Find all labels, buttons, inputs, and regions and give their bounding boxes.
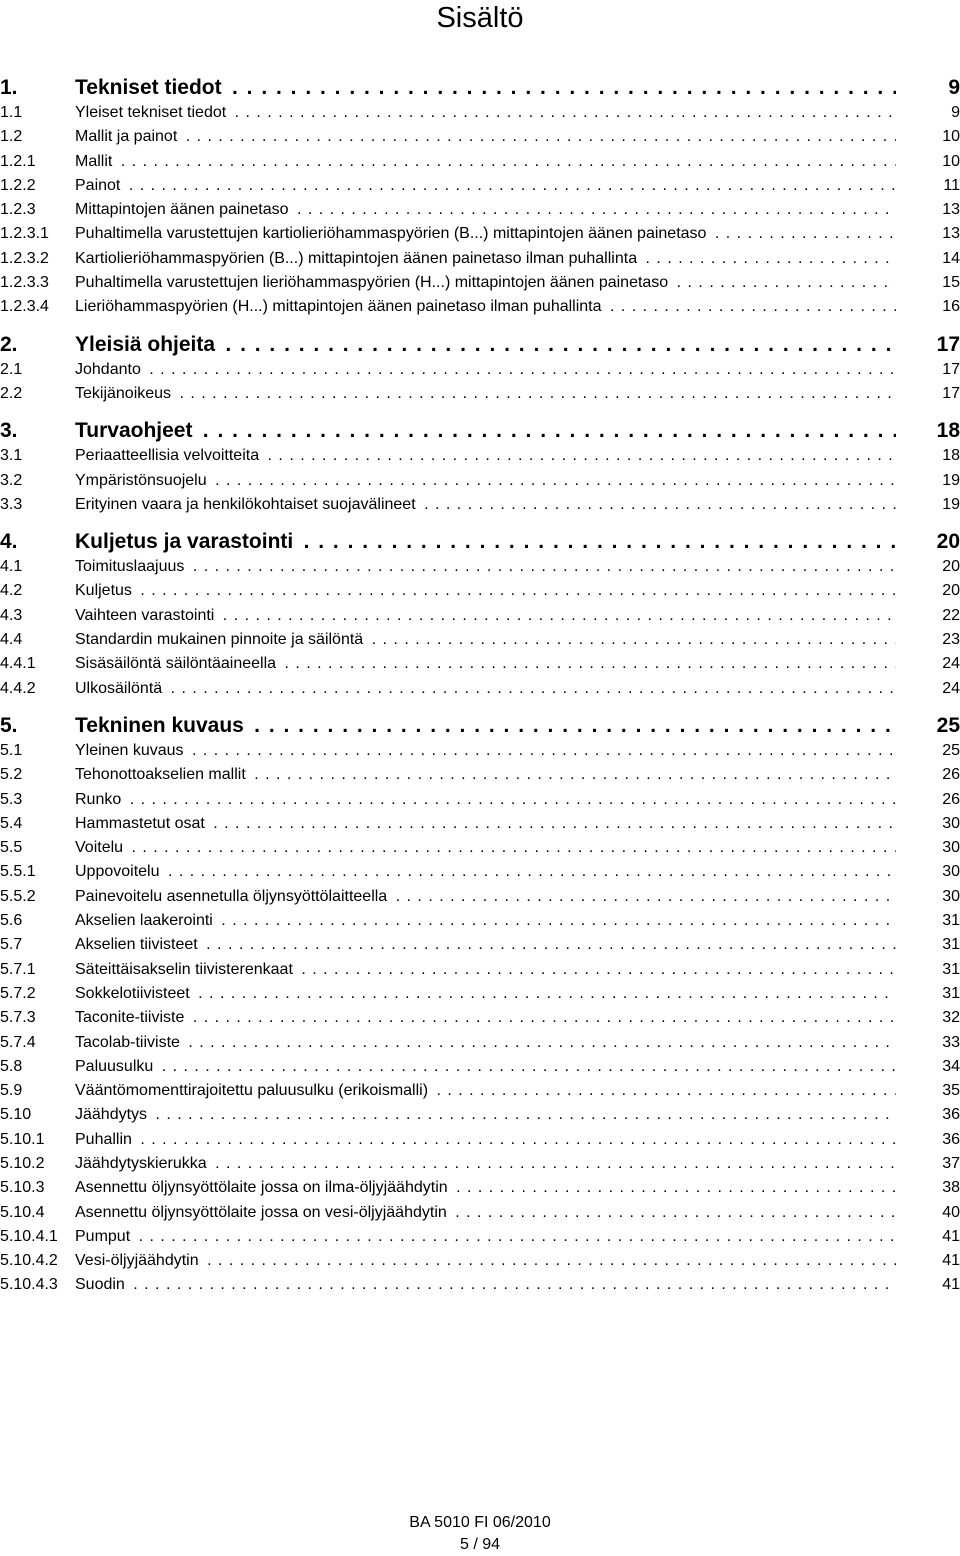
toc-entry-title [75, 982, 896, 1006]
toc-entry-title [75, 1031, 896, 1055]
toc-entry[interactable] [0, 101, 960, 125]
toc-entry-label: Sokkelotiivisteet [75, 985, 193, 1002]
toc-entry-page: 25 [942, 741, 960, 759]
toc-entry-page: 31 [942, 912, 960, 930]
page-title: Sisältö [436, 2, 524, 34]
toc-entry-label: Periaatteellisia velvoitteita [75, 447, 262, 464]
toc-entry-label: Vesi-öljyjäähdytin [75, 1252, 202, 1269]
toc-entry[interactable] [0, 198, 960, 222]
toc-entry[interactable] [0, 763, 960, 787]
toc-entry[interactable] [0, 222, 960, 246]
page-indicator: 5 / 94 [459, 1536, 501, 1553]
toc-entry-page: 20 [942, 558, 960, 576]
toc-entry-number: 1.2.3.4 [0, 298, 49, 316]
toc-entry-number: 5.10.4.2 [0, 1252, 58, 1270]
toc-entry-number: 1.2.3.1 [0, 225, 49, 243]
toc-entry[interactable] [0, 812, 960, 836]
toc-entry-title [75, 885, 896, 909]
toc-entry-number: 1.2.1 [0, 152, 36, 170]
toc-entry-number: 1.2.2 [0, 176, 36, 194]
toc-entry-title [75, 101, 896, 125]
toc-chapter-entry[interactable] [0, 331, 960, 358]
toc-entry-page: 9 [948, 76, 960, 99]
toc-entry-page: 41 [942, 1252, 960, 1270]
toc-entry-title [75, 1128, 896, 1152]
toc-entry-label: Turvaohjeet [75, 419, 195, 442]
toc-entry-page: 18 [942, 447, 960, 465]
toc-entry[interactable] [0, 1225, 960, 1249]
toc-entry-title [75, 528, 896, 555]
toc-entry[interactable] [0, 788, 960, 812]
toc-entry-title [75, 1079, 896, 1103]
toc-entry-label: Uppovoitelu [75, 863, 163, 880]
toc-entry-label: Mallit [75, 153, 115, 170]
toc-entry-page: 10 [942, 128, 960, 146]
toc-entry-page: 30 [942, 814, 960, 832]
toc-entry-label: Puhaltimella varustettujen kartiolieriöhammaspyörien (B...) mittapintojen äänen painetaso [75, 225, 709, 242]
toc-entry-title [75, 247, 896, 271]
toc-entry[interactable] [0, 1006, 960, 1030]
toc-entry-number: 4.2 [0, 582, 23, 600]
toc-entry-number: 3. [0, 419, 18, 443]
toc-entry-title [75, 1273, 896, 1297]
toc-entry[interactable] [0, 958, 960, 982]
toc-entry-label: Akselien tiivisteet [75, 936, 201, 953]
toc-entry-page: 26 [942, 766, 960, 784]
toc-entry[interactable] [0, 444, 960, 468]
toc-entry-title [75, 812, 896, 836]
toc-entry-number: 3.1 [0, 447, 23, 465]
toc-entry-label: Paluusulku [75, 1058, 156, 1075]
toc-entry[interactable] [0, 1273, 960, 1297]
toc-entry-number: 5.7.2 [0, 984, 36, 1002]
toc-entry-number: 5.10.4.3 [0, 1276, 58, 1294]
toc-entry[interactable] [0, 555, 960, 579]
toc-entry[interactable] [0, 1079, 960, 1103]
toc-entry-page: 17 [942, 360, 960, 378]
toc-entry-page: 23 [942, 631, 960, 649]
toc-entry-title [75, 222, 896, 246]
toc-chapter-entry[interactable] [0, 74, 960, 101]
toc-entry-page: 17 [936, 332, 960, 356]
toc-entry-title [75, 444, 896, 468]
toc-entry-label: Pumput [75, 1228, 133, 1245]
toc-entry-page: 25 [936, 713, 960, 737]
toc-entry-label: Yleinen kuvaus [75, 742, 187, 759]
toc-entry-title [75, 295, 896, 319]
toc-entry[interactable] [0, 125, 960, 149]
toc-entry-number: 4.3 [0, 606, 23, 624]
toc-entry-label: Yleisiä ohjeita [75, 333, 218, 356]
toc-entry-number: 3.3 [0, 495, 23, 513]
toc-entry-title [75, 1006, 896, 1030]
toc-entry-title [75, 677, 896, 701]
toc-entry-label: Voitelu [75, 839, 126, 856]
toc-entry-label: Kartiolieriöhammaspyörien (B...) mittapintojen äänen painetaso ilman puhallinta [75, 250, 640, 267]
toc-entry-title [75, 933, 896, 957]
toc-entry-label: Standardin mukainen pinnoite ja säilöntä [75, 631, 366, 648]
toc-entry-page: 40 [942, 1203, 960, 1221]
toc-entry-title [75, 604, 896, 628]
toc-entry[interactable] [0, 933, 960, 957]
toc-entry-number: 5.2 [0, 766, 23, 784]
toc-entry-page: 38 [942, 1179, 960, 1197]
toc-entry[interactable] [0, 174, 960, 198]
toc-entry[interactable] [0, 1128, 960, 1152]
toc-entry-number: 2.1 [0, 360, 23, 378]
toc-entry[interactable] [0, 358, 960, 382]
toc-entry-number: 1.2.3.3 [0, 274, 49, 292]
toc-entry-page: 35 [942, 1082, 960, 1100]
toc-entry-page: 9 [951, 104, 960, 121]
toc-entry-page: 32 [942, 1009, 960, 1027]
toc-entry-label: Suodin [75, 1276, 128, 1293]
toc-entry-page: 14 [942, 249, 960, 267]
toc-entry[interactable] [0, 860, 960, 884]
toc-entry-label: Painot [75, 177, 123, 194]
toc-entry-page: 19 [942, 495, 960, 513]
toc-entry-label: Painevoitelu asennetulla öljynsyöttölaitteella [75, 888, 390, 905]
toc-entry-page: 13 [942, 225, 960, 243]
toc-entry-title [75, 628, 896, 652]
toc-entry-label: Erityinen vaara ja henkilökohtaiset suojavälineet [75, 496, 419, 513]
toc-entry-page: 11 [943, 176, 960, 194]
toc-entry[interactable] [0, 1103, 960, 1127]
toc-entry-label: Lieriöhammaspyörien (H...) mittapintojen äänen painetaso ilman puhallinta [75, 298, 605, 315]
toc-entry-number: 4.4.2 [0, 679, 36, 697]
toc-entry-number: 1.2 [0, 128, 23, 146]
toc-entry[interactable] [0, 1152, 960, 1176]
toc-entry-title [75, 763, 896, 787]
toc-entry-number: 5.10.1 [0, 1130, 45, 1148]
toc-entry[interactable] [0, 579, 960, 603]
toc-entry-title [75, 150, 896, 174]
toc-entry-page: 31 [942, 960, 960, 978]
toc-entry-title [75, 958, 896, 982]
toc-entry[interactable] [0, 836, 960, 860]
toc-entry-number: 4. [0, 530, 18, 554]
toc-entry-title [75, 836, 896, 860]
toc-entry-label: Puhaltimella varustettujen lieriöhammaspyörien (H...) mittapintojen äänen painetaso [75, 274, 671, 291]
toc-entry-title [75, 469, 896, 493]
toc-entry-page: 18 [936, 419, 960, 443]
toc-entry-title [75, 712, 896, 739]
toc-entry-number: 5.7.1 [0, 960, 36, 978]
toc-entry-number: 5.6 [0, 912, 23, 930]
toc-entry-title [75, 1103, 896, 1127]
toc-entry-label: Jäähdytyskierukka [75, 1155, 210, 1172]
toc-entry-page: 24 [942, 679, 960, 697]
toc-entry-title [75, 417, 896, 444]
toc-entry[interactable] [0, 1031, 960, 1055]
table-of-contents [0, 74, 960, 1298]
toc-entry-title [75, 271, 896, 295]
toc-entry[interactable] [0, 1176, 960, 1200]
toc-entry-page: 13 [942, 201, 960, 219]
toc-chapter-entry[interactable] [0, 417, 960, 444]
toc-entry-number: 1.1 [0, 104, 23, 121]
toc-entry-title [75, 493, 896, 517]
toc-entry-label: Toimituslaajuus [75, 558, 187, 575]
toc-entry-number: 5.10.4.1 [0, 1227, 58, 1245]
toc-entry-label: Yleiset tekniset tiedot [75, 104, 229, 121]
toc-entry-label: Johdanto [75, 361, 144, 378]
toc-entry-page: 22 [942, 606, 960, 624]
toc-entry-number: 5.7.3 [0, 1009, 36, 1027]
toc-entry-label: Asennettu öljynsyöttölaite jossa on ilma-öljyjäähdytin [75, 1179, 451, 1196]
toc-entry-title [75, 382, 896, 406]
toc-chapter-entry[interactable] [0, 712, 960, 739]
document-id: BA 5010 FI 06/2010 [409, 1514, 551, 1531]
toc-entry[interactable] [0, 1201, 960, 1225]
toc-entry-page: 30 [942, 863, 960, 881]
toc-entry-label: Kuljetus ja varastointi [75, 530, 296, 553]
toc-entry[interactable] [0, 652, 960, 676]
toc-entry-number: 5.10.2 [0, 1154, 45, 1172]
toc-entry[interactable] [0, 739, 960, 763]
toc-entry-label: Tekninen kuvaus [75, 714, 247, 737]
toc-entry-page: 15 [942, 274, 960, 292]
toc-entry-number: 5.5.1 [0, 863, 36, 881]
toc-entry-number: 5.10.4 [0, 1203, 45, 1221]
toc-entry-number: 5.4 [0, 814, 23, 832]
toc-entry[interactable] [0, 382, 960, 406]
toc-entry-title [75, 1152, 896, 1176]
toc-entry-label: Kuljetus [75, 582, 135, 599]
toc-entry[interactable] [0, 604, 960, 628]
toc-entry-label: Taconite-tiiviste [75, 1009, 187, 1026]
toc-entry-label: Hammastetut osat [75, 815, 208, 832]
toc-entry-label: Säteittäisakselin tiivisterenkaat [75, 961, 296, 978]
toc-entry-label: Jäähdytys [75, 1106, 150, 1123]
toc-entry[interactable] [0, 247, 960, 271]
toc-entry-label: Vaihteen varastointi [75, 607, 217, 624]
toc-entry-page: 26 [942, 790, 960, 808]
toc-entry-title [75, 358, 896, 382]
toc-entry-number: 4.1 [0, 558, 23, 576]
toc-entry-page: 34 [942, 1057, 960, 1075]
toc-entry[interactable] [0, 982, 960, 1006]
toc-entry-label: Ulkosäilöntä [75, 680, 165, 697]
toc-entry-number: 5.8 [0, 1057, 23, 1075]
toc-entry-label: Tacolab-tiiviste [75, 1034, 183, 1051]
toc-entry-page: 41 [942, 1276, 960, 1294]
toc-entry-page: 24 [942, 655, 960, 673]
toc-entry[interactable] [0, 271, 960, 295]
toc-entry-page: 41 [942, 1227, 960, 1245]
toc-entry[interactable] [0, 469, 960, 493]
toc-entry-page: 19 [942, 471, 960, 489]
toc-entry-title [75, 652, 896, 676]
toc-entry-number: 1.2.3.2 [0, 249, 49, 267]
toc-entry-title [75, 579, 896, 603]
toc-entry[interactable] [0, 1055, 960, 1079]
toc-entry[interactable] [0, 295, 960, 319]
toc-chapter-entry[interactable] [0, 528, 960, 555]
toc-entry-title [75, 74, 896, 101]
toc-entry-page: 17 [942, 384, 960, 402]
toc-entry[interactable] [0, 909, 960, 933]
toc-entry-title [75, 174, 896, 198]
toc-entry-page: 10 [942, 152, 960, 170]
toc-entry-number: 1.2.3 [0, 201, 36, 219]
toc-entry-page: 31 [942, 936, 960, 954]
toc-entry-label: Puhallin [75, 1131, 135, 1148]
toc-entry-number: 5.1 [0, 741, 23, 759]
toc-entry-label: Mallit ja painot [75, 128, 180, 145]
toc-entry-page: 30 [942, 839, 960, 857]
toc-entry-title [75, 1201, 896, 1225]
toc-entry-title [75, 198, 896, 222]
toc-entry-number: 5. [0, 713, 18, 737]
toc-entry-page: 20 [936, 530, 960, 554]
toc-entry[interactable] [0, 150, 960, 174]
toc-entry-title [75, 860, 896, 884]
toc-entry-title [75, 1249, 896, 1273]
toc-entry-label: Mittapintojen äänen painetaso [75, 201, 292, 218]
toc-entry-number: 5.10 [0, 1106, 32, 1124]
toc-entry-number: 5.5 [0, 839, 23, 857]
toc-entry-number: 1. [0, 76, 18, 99]
toc-entry-title [75, 125, 896, 149]
toc-entry-label: Akselien laakerointi [75, 912, 216, 929]
toc-entry-number: 5.9 [0, 1082, 23, 1100]
toc-entry-title [75, 1225, 896, 1249]
toc-entry-page: 33 [942, 1033, 960, 1051]
toc-entry-page: 37 [942, 1154, 960, 1172]
toc-entry-title [75, 739, 896, 763]
toc-entry-label: Runko [75, 791, 124, 808]
toc-entry-page: 20 [942, 582, 960, 600]
toc-entry-page: 36 [942, 1106, 960, 1124]
toc-entry[interactable] [0, 885, 960, 909]
toc-entry-number: 2.2 [0, 384, 23, 402]
toc-entry-page: 36 [942, 1130, 960, 1148]
toc-entry-number: 3.2 [0, 471, 23, 489]
toc-entry-label: Sisäsäilöntä säilöntäaineella [75, 655, 279, 672]
toc-entry-label: Asennettu öljynsyöttölaite jossa on vesi-öljyjäähdytin [75, 1204, 450, 1221]
toc-entry-number: 5.5.2 [0, 887, 36, 905]
toc-entry-title [75, 1055, 896, 1079]
toc-entry[interactable] [0, 677, 960, 701]
toc-entry-label: Ympäristönsuojelu [75, 472, 210, 489]
toc-entry-label: Tehonottoakselien mallit [75, 766, 249, 783]
toc-entry-number: 5.10.3 [0, 1179, 45, 1197]
toc-entry-number: 4.4 [0, 631, 23, 649]
toc-entry[interactable] [0, 1249, 960, 1273]
toc-entry-title [75, 555, 896, 579]
toc-entry-label: Tekniset tiedot [75, 76, 225, 99]
toc-entry-title [75, 331, 896, 358]
toc-entry-title [75, 909, 896, 933]
toc-entry-page: 31 [942, 984, 960, 1002]
toc-entry[interactable] [0, 493, 960, 517]
toc-entry-number: 4.4.1 [0, 655, 36, 673]
toc-entry-number: 5.7 [0, 936, 23, 954]
toc-entry-number: 2. [0, 332, 18, 356]
toc-entry-page: 30 [942, 887, 960, 905]
toc-entry-number: 5.7.4 [0, 1033, 36, 1051]
toc-entry[interactable] [0, 628, 960, 652]
toc-entry-page: 16 [942, 298, 960, 316]
toc-entry-title [75, 788, 896, 812]
toc-entry-label: Vääntömomenttirajoitettu paluusulku (erikoismalli) [75, 1082, 431, 1099]
toc-entry-title [75, 1176, 896, 1200]
toc-entry-label: Tekijänoikeus [75, 385, 174, 402]
toc-entry-number: 5.3 [0, 790, 23, 808]
